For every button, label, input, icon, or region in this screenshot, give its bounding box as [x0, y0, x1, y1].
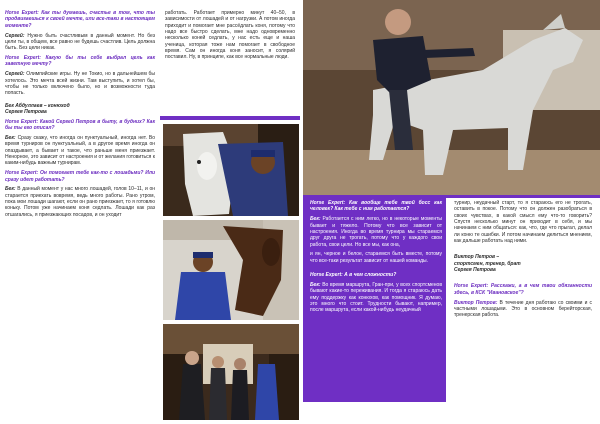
groom-brushing-horse-photo [163, 220, 299, 320]
answer-5: Бек: Работается с ним легко, но в некоторые моменты бывает и тяжело. Потому что все зависит от настроения. Иногда во время турнира мы стараемся друг друга не трогать, потому что у каждого свои работа, свои цели. Но все мы, как она, [310, 216, 442, 248]
signature-line-1: Бек Абдуллаев – конюход [5, 102, 70, 109]
rider-on-grey-horse-photo [303, 0, 600, 195]
question-6: Horse Expert: А в чем сложности? [310, 272, 397, 279]
question-3: Horse Expert: Какой Сергей Петров в быту, в будних? Как бы ты его описал? [5, 118, 155, 132]
photo-frame [160, 116, 300, 120]
answer-1: Сергей: Нужно быть счастливым в данный момент. Но без цели ты, в общем, все равно не будешь счастлив. Цель должна быть. Без цели никак. [5, 32, 155, 52]
interview-column-3 [310, 200, 442, 317]
signature-block-2 [454, 254, 592, 273]
interview-column-1 [5, 10, 155, 222]
groom-with-horse-photo [163, 124, 299, 216]
answer-7: Виктор Петров: В течение дня работаю со своими и с частными лошадьми. Это в основном берейторская, тренерская работа. [454, 299, 592, 319]
signature-line-4: спортсмен, тренер, брат [454, 260, 521, 267]
stable-corridor-photo [163, 324, 299, 420]
signature-line-2: Сергея Петрова [5, 108, 47, 115]
purple-side-strip [303, 195, 600, 198]
question-2: Horse Expert: Какую бы ты себе выбрал цель как заветную мечту? [5, 55, 155, 68]
question-4: Horse Expert: Он помогает тебе как-то с лошадьми? Или сразу идет работать? [5, 170, 155, 183]
answer-4: Бек: В данный момент у нас много лошадей, голов 10–11, и он старается приехать вовремя, ведь много работы. Рано утром, пока мои лошади шагают, если он рано приезжает, то я готовлю коньку. Потом уже начинаем коня седлать. Лошади как раз отшагались, я приезжающих посадов, и он уходит [5, 186, 155, 218]
signature-line-3: Виктор Петров – [454, 254, 500, 261]
question-1: Horse Expert: Как ты думаешь, счастье в том, что ты продвигаешься к своей мечте, или все-таки в настоящем моменте? [5, 10, 155, 29]
answer-5-continued: и ян, черное и белое, стараемся быть вместе, потому что все-таки результат зависит от нашей команды. [310, 251, 442, 264]
question-5: Horse Expert: Как вообще тебе твой босс как человек? Как тебе с ним работается? [310, 200, 442, 213]
question-7: Horse Expert: Расскажи, а в чем твои обязанности здесь, в КСК "Ивановское"? [454, 283, 592, 296]
interview-column-2 [165, 10, 295, 64]
answer-2: Сергей: Олимпийские игры. Ну не Токио, но в дальнейшем бы хотелось. Это мечта всей жизни. Там выступить, и хотел бы, чтобы не только включено было, но и возможности туда попасть. [5, 71, 155, 97]
interview-column-4 [454, 200, 592, 322]
groom-with-horse-illustration [163, 124, 299, 216]
groom-brushing-illustration [163, 220, 299, 320]
stable-corridor-illustration [163, 324, 299, 420]
signature-line-5: Сергея Петрова [454, 267, 496, 274]
answer-continuation: работать. Работает примерно минут 40–50, в зависимости от лошадей и от нагрузки. А потом иногда приходит и помогает мне рассёдлать коня, потому что надо все быстро сделать, мне надо одновременно несколько коней седлать, у нас есть еще и наша ученица, которая тоже нам помогает в свободное время. Сам он иногда коня заносит, я солярий поставил. Ну, в принципе, как все нормальные люди. [165, 10, 295, 61]
answer-3: Бек: Сразу скажу, что иногда он пунктуальный, иногда нет. Во время турниров он пунктуальный, а в другое время иногда он опаздывает, а бывает и такое, что раньше меня приезжает. Ненорное, это зависит от настроения и от желания готовиться к каким-нибудь важным турнирам. [5, 135, 155, 167]
rider-on-horse-illustration [303, 0, 600, 195]
signature-block-1 [5, 103, 155, 116]
answer-6-continued: турнир, неудачный старт, то я стараюсь его не трогать, оставить в покое. Потому что он должен разобраться в своих чувствах, в какой смысл ему что-то говорить? Спустя несколько минут он приходит в себя, и мы начинаем с ним общаться: как, что, где что прыгал, делал ли коню те ошибки. И потом начинаем делиться мнением, как дальше работать над ними. [454, 200, 592, 245]
answer-6: Бек: Во время маршрута, Гран-при, у всех спортсменов бывают какие-то переживания. И тогда я стараюсь дать ему поддержку как конюхов, как помощник. Я думаю, это много что стоит. Трудности бывают, например, после маршрута, если какой-нибудь неудачный [310, 281, 442, 314]
